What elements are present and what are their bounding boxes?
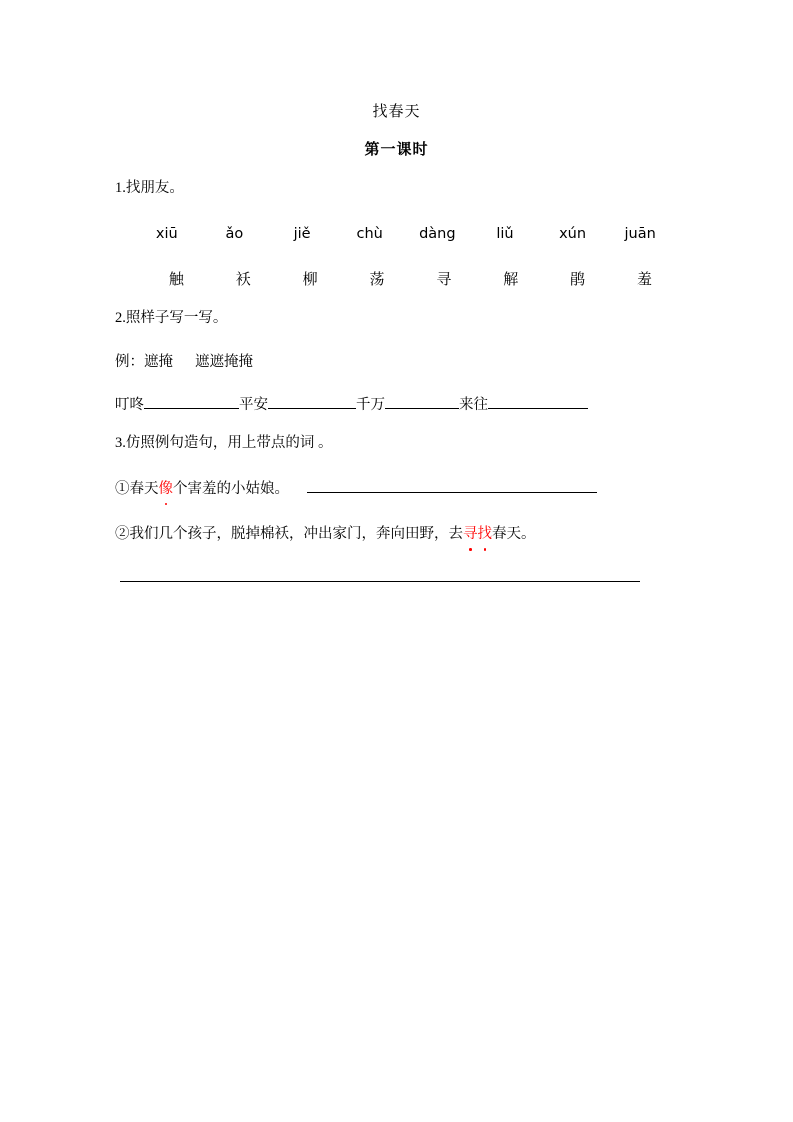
fill-blank[interactable] (385, 393, 459, 409)
example-line (115, 350, 678, 371)
example-word: 遮掩 (144, 354, 173, 371)
sentence-marker: ① (115, 480, 130, 497)
hanzi-row (115, 268, 678, 289)
pinyin-cell: jiě (293, 226, 311, 243)
hanzi-cell: 寻 (436, 272, 452, 289)
question-1-label: 1.找朋友。 (115, 180, 184, 196)
sentence-part: 春天 (129, 480, 159, 497)
sentence-part: 春天。 (492, 526, 536, 543)
fill-blank[interactable] (268, 393, 356, 409)
sentence-marker: ② (115, 526, 130, 543)
example-sentence-1 (115, 477, 678, 502)
pinyin-cell: dàng (419, 226, 456, 243)
fill-item-label: 叮咚 (115, 397, 144, 414)
fill-in-row (115, 393, 678, 414)
pinyin-cell: xiū (155, 226, 178, 243)
question-2-label: 2.照样子写一写。 (115, 310, 228, 327)
example-expanded: 遮遮掩掩 (195, 354, 253, 371)
question-3-label: 3.仿照例句造句，用上带点的词 。 (115, 435, 333, 452)
hanzi-cell: 荡 (369, 272, 385, 289)
sentence-keyword: 寻 (463, 522, 478, 547)
fill-blank[interactable] (488, 393, 588, 409)
fill-item-label: 平安 (239, 397, 268, 414)
fill-item-label: 来往 (459, 397, 488, 414)
sentence-keyword: 像 (159, 477, 174, 502)
pinyin-cell: liǔ (496, 226, 514, 243)
answer-blank[interactable] (307, 478, 597, 493)
hanzi-cell: 触 (168, 272, 184, 289)
hanzi-cell: 解 (503, 272, 519, 289)
sentence-part: 个害羞的小姑娘。 (173, 480, 289, 497)
hanzi-cell: 柳 (302, 272, 318, 289)
pinyin-cell: ǎo (225, 226, 244, 243)
example-label: 例： (115, 354, 144, 371)
sentence-part: 我们几个孩子，脱掉棉袄，冲出家门，奔向田野，去 (129, 526, 463, 543)
example-sentence-2 (115, 522, 678, 547)
hanzi-cell: 羞 (637, 272, 653, 289)
hanzi-cell: 鹃 (570, 272, 586, 289)
fill-blank[interactable] (144, 393, 239, 409)
pinyin-cell: chù (356, 226, 383, 243)
page-title: 找春天 (372, 104, 421, 120)
page-subtitle: 第一课时 (364, 142, 429, 158)
pinyin-cell: xún (559, 226, 587, 243)
fill-item-label: 千万 (356, 397, 385, 414)
pinyin-cell: juān (624, 226, 656, 243)
pinyin-row (115, 226, 678, 242)
hanzi-cell: 袄 (235, 272, 251, 289)
sentence-keyword: 找 (478, 522, 493, 547)
answer-writing-line[interactable] (120, 581, 640, 582)
